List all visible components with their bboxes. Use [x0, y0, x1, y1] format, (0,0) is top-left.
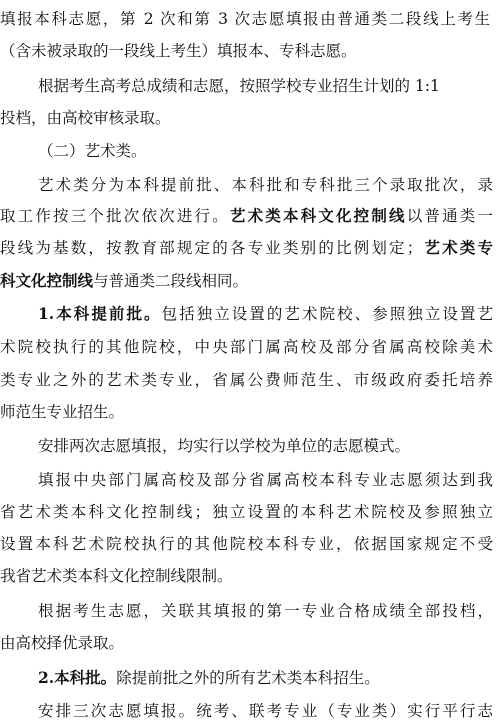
- line-text: 由高校择优录取。: [0, 634, 125, 652]
- line-text: 安排三次志愿填报。统考、联考专业（专业类）实行平行志: [38, 702, 493, 720]
- line-text: （含未被录取的一段线上考生）填报本、专科志愿。: [0, 42, 357, 60]
- paragraph-start-line: [38, 429, 499, 463]
- line-text: 设置本科艺术院校执行的其他院校本科专业，依据国家规定不受: [0, 535, 493, 553]
- text-line: [0, 34, 499, 68]
- text-line: [0, 626, 499, 660]
- text-line: [0, 363, 493, 397]
- line-text: 填报本科志愿，第 2 次和第 3 次志愿填报由普通类二段线上考生: [0, 10, 490, 28]
- text-line: [0, 231, 493, 265]
- text-line: [0, 495, 493, 529]
- paragraph-start-line: [38, 463, 493, 497]
- emphasis-text: 艺术类本科文化控制线: [229, 206, 407, 225]
- text-line: [0, 264, 499, 298]
- text-line: [0, 199, 493, 233]
- paragraph-start-line: [38, 594, 493, 628]
- emphasis-text: 艺术类专: [422, 238, 493, 257]
- emphasis-text: 1.本科提前批。: [38, 304, 162, 323]
- emphasis-text: 2.本科批。: [38, 668, 117, 687]
- text-line: [0, 527, 493, 561]
- line-text: 根据考生志愿，关联其填报的第一专业合格成绩全部投档，: [38, 602, 493, 620]
- section-heading: [38, 134, 499, 168]
- line-text: 类专业之外的艺术类专业，省属公费师范生、市级政府委托培养: [0, 371, 493, 389]
- line-text: 与普通类二段线相同。: [93, 272, 249, 290]
- text-line: [0, 101, 499, 135]
- text-line: [0, 2, 490, 36]
- line-text: 以普通类一: [406, 207, 493, 225]
- emphasis-text: 科文化控制线: [0, 271, 94, 290]
- line-text: 师范生专业招生。: [0, 403, 125, 421]
- text-line: [0, 559, 499, 593]
- line-text: 段线为基数，按教育部规定的各专业类别的比例划定；: [0, 239, 423, 257]
- line-text: 取工作按三个批次依次进行。: [0, 207, 230, 225]
- line-text: 安排两次志愿填报，均实行以学校为单位的志愿模式。: [38, 437, 411, 455]
- subsection-heading: [38, 297, 493, 331]
- line-text: 包括独立设置的艺术院校、参照独立设置艺: [161, 305, 493, 323]
- line-text: （二）艺术类。: [38, 142, 147, 160]
- line-text: 投档，由高校审核录取。: [0, 109, 171, 127]
- line-text: 省艺术类本科文化控制线；独立设置的本科艺术院校及参照独立: [0, 503, 493, 521]
- line-text: 填报中央部门属高校及部分省属高校本科专业志愿须达到我: [38, 471, 493, 489]
- paragraph-start-line: [38, 694, 493, 728]
- text-line: [0, 330, 493, 364]
- line-text: 我省艺术类本科文化控制线限制。: [0, 567, 233, 585]
- line-text: 艺术类分为本科提前批、本科批和专科批三个录取批次，录: [38, 176, 493, 194]
- line-text: 除提前批之外的所有艺术类本科招生。: [116, 669, 380, 687]
- line-text: 根据考生高考总成绩和志愿，按照学校专业招生计划的 1:1: [38, 77, 440, 95]
- line-text: 术院校执行的其他院校，中央部门属高校及部分省属高校除美术: [0, 338, 493, 356]
- subsection-heading: [38, 661, 499, 695]
- text-line: [0, 395, 499, 429]
- paragraph-start-line: [38, 69, 493, 103]
- paragraph-start-line: [38, 168, 493, 202]
